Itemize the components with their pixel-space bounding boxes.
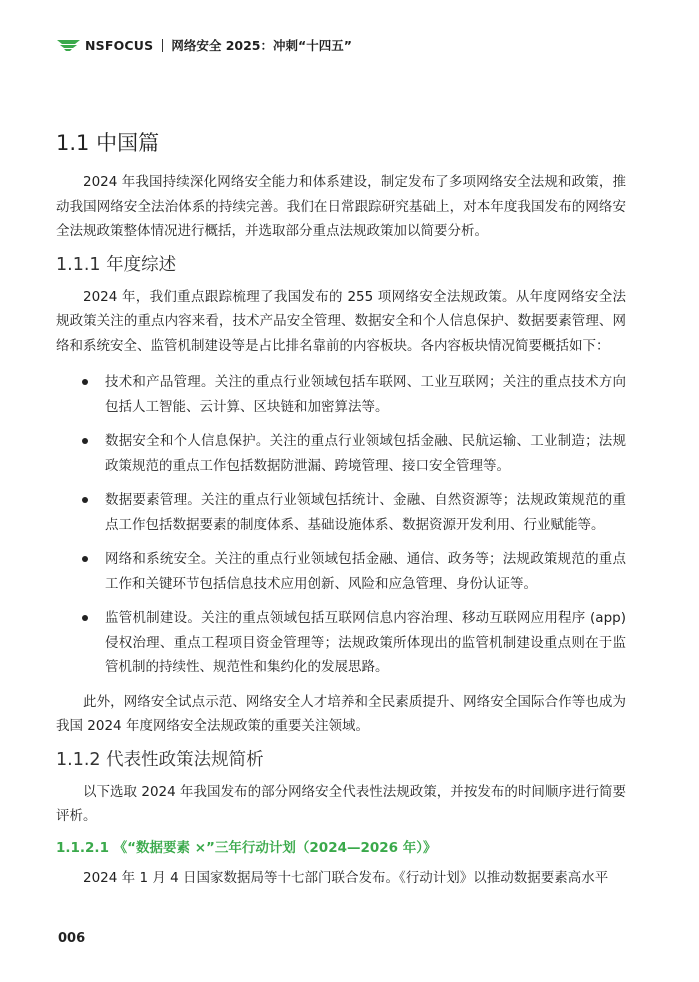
item-title-data-elements-plan: 1.1.2.1 《“数据要素 ×”三年行动计划（2024—2026 年）》 bbox=[56, 839, 437, 856]
page-number: 006 bbox=[58, 931, 86, 946]
policy-analysis-intro: 以下选取 2024 年我国发布的部分网络安全代表性法规政策，并按发布的时间顺序进行简要评析。 bbox=[56, 783, 626, 824]
list-item: 网络和系统安全。关注的重点行业领域包括金融、通信、政务等；法规政策规范的重点工作和关键环节包括信息技术应用创新、风险和应急管理、身份认证等。 bbox=[56, 547, 626, 596]
subsection-title-policy-analysis: 1.1.2 代表性政策法规简析 bbox=[56, 749, 264, 770]
annual-summary-paragraph: 2024 年，我们重点跟踪梳理了我国发布的 255 项网络安全法规政策。从年度网络安全法规政策关注的重点内容来看，技术产品安全管理、数据安全和个人信息保护、数据要素管理、网络和系统安全、监管机制建设等是占比排名靠前的内容板块。各内容板块情况简要概括如下： bbox=[56, 288, 626, 354]
header-divider bbox=[162, 39, 163, 52]
section-intro: 2024 年我国持续深化网络安全能力和体系建设，制定发布了多项网络安全法规和政策，推动我国网络安全法治体系的持续完善。我们在日常跟踪研究基础上，对本年度我国发布的网络安全法规政策整体情况进行概括，并选取部分重点法规政策加以简要分析。 bbox=[56, 174, 626, 239]
list-item: 数据要素管理。关注的重点行业领域包括统计、金融、自然资源等；法规政策规范的重点工作包括数据要素的制度体系、基础设施体系、数据资源开发利用、行业赋能等。 bbox=[56, 488, 626, 537]
page-header bbox=[56, 32, 352, 58]
subsection-title-annual-summary: 1.1.1 年度综述 bbox=[56, 254, 177, 275]
page-content bbox=[56, 128, 626, 890]
focus-area-list bbox=[56, 370, 626, 680]
brand-logo bbox=[56, 38, 153, 53]
brand-name: NSFOCUS bbox=[85, 37, 154, 53]
data-elements-plan-paragraph: 2024 年 1 月 4 日国家数据局等十七部门联合发布。《行动计划》以推动数据要素高水平 bbox=[83, 869, 609, 886]
section-title: 1.1 中国篇 bbox=[56, 131, 160, 155]
list-item: 监管机制建设。关注的重点领域包括互联网信息内容治理、移动互联网应用程序 (app) 侵权治理、重点工程项目资金管理等；法规政策所体现出的监管机制建设重点则在于监管机制的持续性、规范性和集约化的发展思路。 bbox=[56, 606, 626, 680]
nsfocus-wing-icon bbox=[56, 38, 82, 52]
list-item: 技术和产品管理。关注的重点行业领域包括车联网、工业互联网；关注的重点技术方向包括人工智能、云计算、区块链和加密算法等。 bbox=[56, 370, 626, 419]
list-item: 数据安全和个人信息保护。关注的重点行业领域包括金融、民航运输、工业制造；法规政策规范的重点工作包括数据防泄漏、跨境管理、接口安全管理等。 bbox=[56, 429, 626, 478]
annual-summary-outro: 此外，网络安全试点示范、网络安全人才培养和全民素质提升、网络安全国际合作等也成为我国 2024 年度网络安全法规政策的重要关注领域。 bbox=[56, 693, 626, 734]
header-title: 网络安全 2025：冲刺“十四五” bbox=[171, 38, 352, 53]
